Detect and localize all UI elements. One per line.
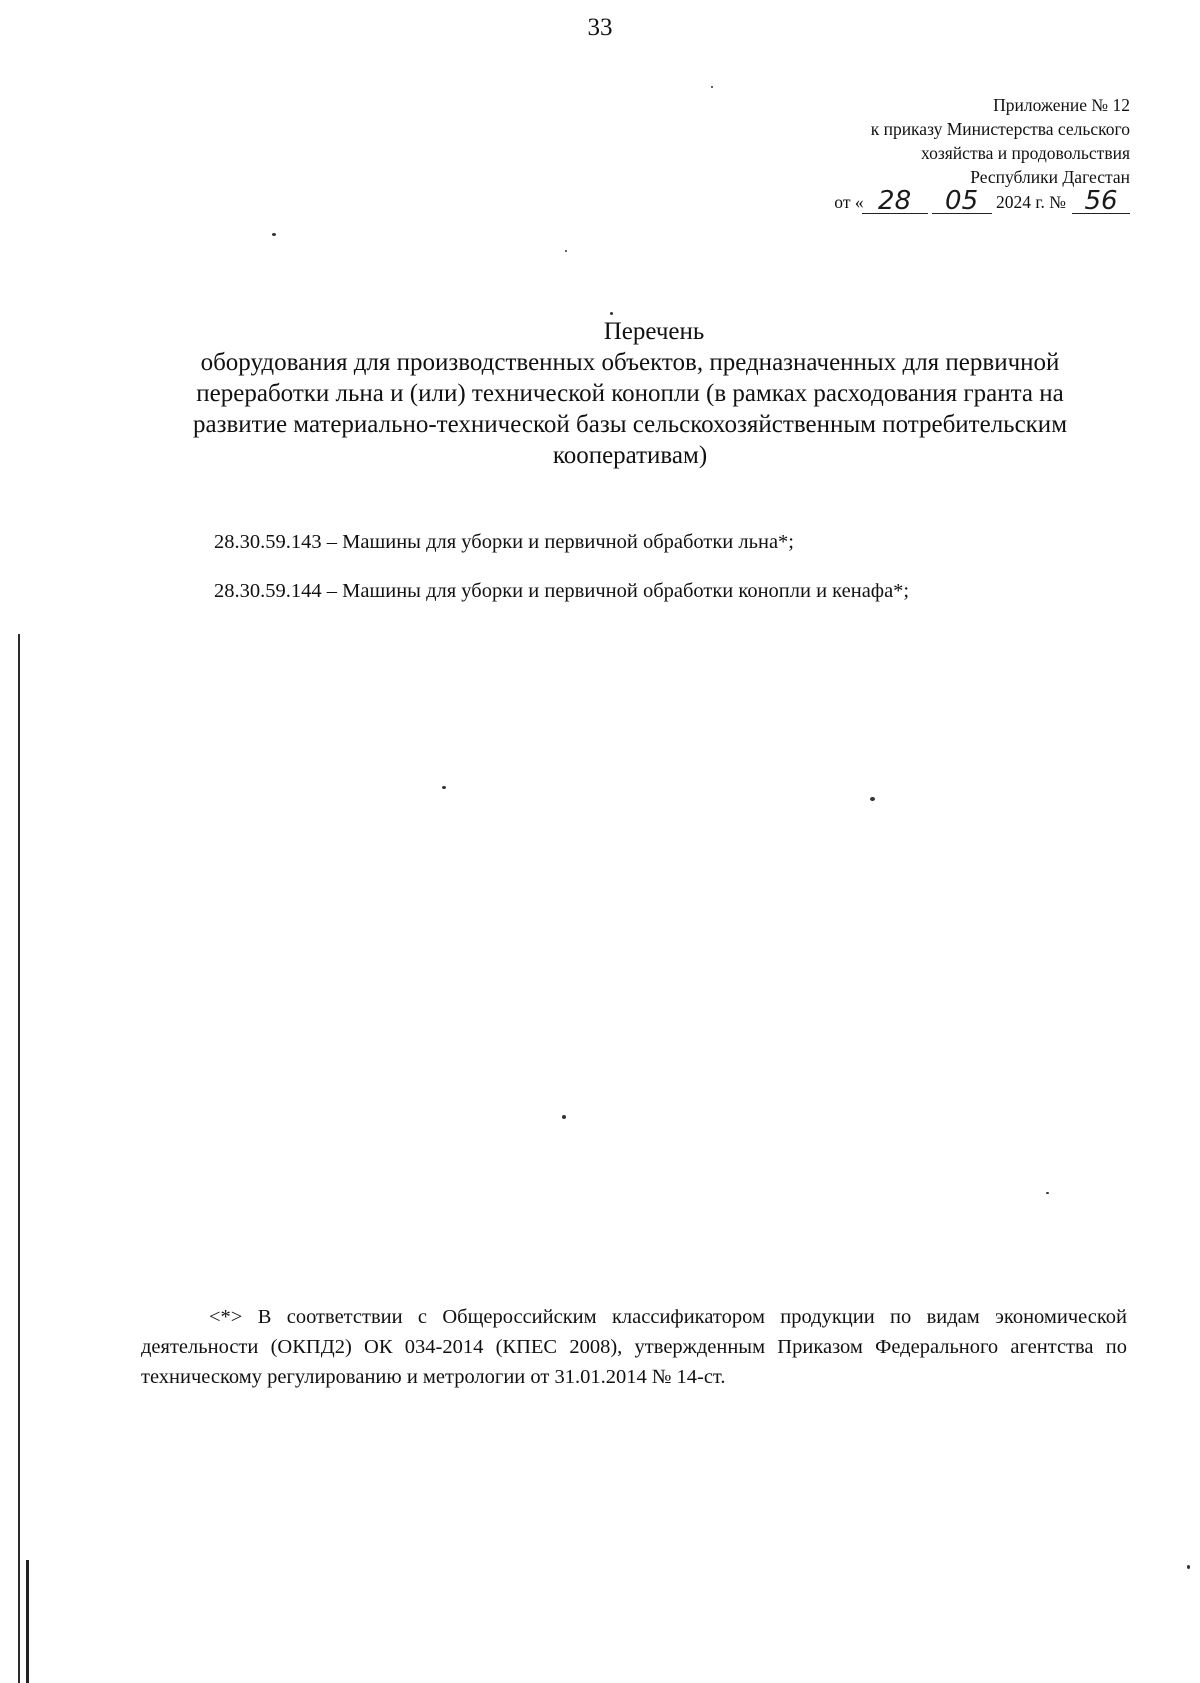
scan-speck bbox=[272, 233, 276, 236]
appendix-order-ref: к приказу Министерства сельского bbox=[870, 119, 1130, 139]
scan-speck bbox=[610, 312, 613, 315]
list-item: 28.30.59.144 – Машины для уборки и первичной обработки конопли и кенафа*; bbox=[214, 580, 910, 602]
appendix-block bbox=[650, 93, 1130, 214]
date-prefix: от « bbox=[834, 192, 864, 212]
page-number: 33 bbox=[587, 14, 613, 41]
appendix-ministry: хозяйства и продовольствия bbox=[921, 143, 1130, 163]
title-heading: Перечень bbox=[603, 318, 705, 345]
equipment-list bbox=[214, 530, 909, 628]
appendix-title: Приложение № 12 bbox=[993, 95, 1130, 115]
list-item: 28.30.59.143 – Машины для уборки и первичной обработки льна*; bbox=[214, 531, 794, 553]
footnote: <*> В соответствии с Общероссийским классификатором продукции по видам экономической деятельности (ОКПД2) ОК 034-2014 (КПЕС 2008), утвержденным Приказом Федерального агентства по техническому регулированию и метрологии от 31.01.2014 № 14-ст. bbox=[141, 1306, 1127, 1388]
date-year: 2024 г. № bbox=[995, 192, 1066, 212]
title-subtitle: оборудования для производственных объектов, предназначенных для первичной переработки льна и (или) технической конопли (в рамках расходования гранта на развитие материально-технической базы сельскохозяйственным потребительским кооперативам) bbox=[192, 349, 1068, 469]
scan-speck bbox=[1187, 1565, 1190, 1569]
scan-speck bbox=[442, 786, 446, 789]
scan-speck bbox=[711, 86, 713, 88]
appendix-date-line bbox=[650, 186, 1130, 216]
handwritten-month: 05 bbox=[932, 189, 992, 214]
scan-speck bbox=[1046, 1192, 1049, 1194]
scan-speck bbox=[565, 250, 567, 252]
handwritten-day: 28 bbox=[862, 189, 928, 214]
scan-edge-line bbox=[26, 1560, 29, 1683]
scan-speck bbox=[870, 797, 875, 801]
scan-speck bbox=[562, 1115, 566, 1119]
document-title bbox=[0, 316, 1200, 471]
handwritten-order-number: 56 bbox=[1072, 189, 1130, 214]
scan-edge-line bbox=[18, 634, 20, 1683]
appendix-republic: Республики Дагестан bbox=[970, 167, 1130, 187]
